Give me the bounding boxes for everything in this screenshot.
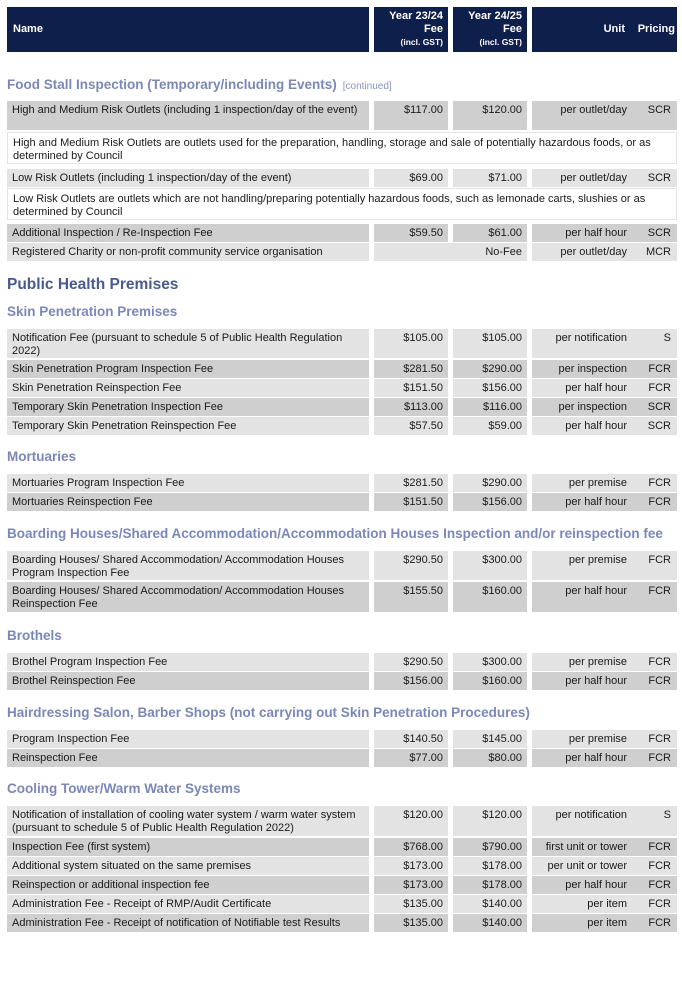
row-fee-2425: $140.00 bbox=[453, 895, 527, 913]
header-name-label: Name bbox=[13, 23, 43, 35]
row-name: Brothel Program Inspection Fee bbox=[7, 653, 369, 671]
header-gst-label: (incl. GST) bbox=[479, 37, 522, 47]
row-fee-2324: $77.00 bbox=[374, 749, 448, 767]
row-pricing: FCR bbox=[648, 752, 671, 764]
row-unit-cell bbox=[532, 857, 677, 875]
row-unit: per item bbox=[587, 898, 627, 910]
row-unit-cell bbox=[532, 360, 677, 378]
row-fee-2425: $160.00 bbox=[453, 672, 527, 690]
row-name: Boarding Houses/ Shared Accommodation/ Accommodation Houses Program Inspection Fee bbox=[7, 551, 369, 580]
row-pricing: FCR bbox=[648, 496, 671, 508]
row-unit-cell bbox=[532, 551, 677, 580]
row-pricing: FCR bbox=[648, 860, 671, 872]
table-row bbox=[7, 749, 677, 767]
row-fee-2425: $160.00 bbox=[453, 582, 527, 612]
row-fee-2324: $113.00 bbox=[374, 398, 448, 416]
row-unit: per premise bbox=[568, 477, 627, 489]
row-fee-2324: $57.50 bbox=[374, 417, 448, 435]
table-row bbox=[7, 551, 677, 580]
row-unit-cell bbox=[532, 914, 677, 932]
row-name: High and Medium Risk Outlets (including 1 inspection/day of the event) bbox=[7, 101, 369, 130]
row-unit: per notification bbox=[555, 809, 627, 821]
row-fee-2324: $281.50 bbox=[374, 474, 448, 492]
row-fee-2324: $151.50 bbox=[374, 379, 448, 397]
row-name: Skin Penetration Program Inspection Fee bbox=[7, 360, 369, 378]
table-row bbox=[7, 169, 677, 187]
row-fee-2425: $140.00 bbox=[453, 914, 527, 932]
row-name: Temporary Skin Penetration Inspection Fee bbox=[7, 398, 369, 416]
row-unit: per outlet/day bbox=[560, 246, 627, 258]
row-unit-cell bbox=[532, 653, 677, 671]
row-unit-cell bbox=[532, 672, 677, 690]
table-row bbox=[7, 360, 677, 378]
row-unit-cell bbox=[532, 417, 677, 435]
row-unit-cell bbox=[532, 749, 677, 767]
row-unit: per item bbox=[587, 917, 627, 929]
header-fee-label: Fee bbox=[503, 23, 522, 35]
row-fee-2425: $156.00 bbox=[453, 379, 527, 397]
row-unit-cell bbox=[532, 243, 677, 261]
row-fee-2425: $105.00 bbox=[453, 329, 527, 358]
row-fee-2425: $790.00 bbox=[453, 838, 527, 856]
table-row bbox=[7, 914, 677, 932]
section-skin-penetration-title: Skin Penetration Premises bbox=[7, 304, 178, 319]
row-name: Additional system situated on the same premises bbox=[7, 857, 369, 875]
row-name: Additional Inspection / Re-Inspection Fee bbox=[7, 224, 369, 242]
row-unit-cell bbox=[532, 582, 677, 612]
row-name: Low Risk Outlets (including 1 inspection/day of the event) bbox=[7, 169, 369, 187]
table-row bbox=[7, 895, 677, 913]
section-public-health-title: Public Health Premises bbox=[7, 276, 179, 293]
row-pricing: FCR bbox=[648, 675, 671, 687]
row-pricing: FCR bbox=[648, 656, 671, 668]
table-row bbox=[7, 243, 677, 261]
section-food-stall-title bbox=[7, 77, 392, 92]
row-pricing: MCR bbox=[645, 246, 671, 258]
row-fee-2425: $145.00 bbox=[453, 730, 527, 748]
table-row bbox=[7, 417, 677, 435]
row-unit-cell bbox=[532, 730, 677, 748]
header-unit-label: Unit bbox=[603, 23, 625, 35]
table-row bbox=[7, 838, 677, 856]
row-fee-2324: $156.00 bbox=[374, 672, 448, 690]
row-fee-2425: $290.00 bbox=[453, 474, 527, 492]
row-fee-2425: $71.00 bbox=[453, 169, 527, 187]
table-row bbox=[7, 672, 677, 690]
section-hairdressing-title: Hairdressing Salon, Barber Shops (not carrying out Skin Penetration Procedures) bbox=[7, 705, 530, 720]
row-unit: per half hour bbox=[565, 879, 627, 891]
row-fee-2324: $173.00 bbox=[374, 876, 448, 894]
row-unit-cell bbox=[532, 838, 677, 856]
row-fee-2324: $140.50 bbox=[374, 730, 448, 748]
row-pricing: SCR bbox=[647, 420, 671, 432]
row-name: Skin Penetration Reinspection Fee bbox=[7, 379, 369, 397]
table-row bbox=[7, 101, 677, 130]
row-fee-2324: $290.50 bbox=[374, 653, 448, 671]
row-fee-2425: $59.00 bbox=[453, 417, 527, 435]
row-fee-2425: $61.00 bbox=[453, 224, 527, 242]
header-unit-pricing bbox=[532, 7, 677, 52]
row-fee-2324: $151.50 bbox=[374, 493, 448, 511]
table-row bbox=[7, 493, 677, 511]
row-name: Brothel Reinspection Fee bbox=[7, 672, 369, 690]
row-fee-2425: $156.00 bbox=[453, 493, 527, 511]
row-pricing: FCR bbox=[648, 879, 671, 891]
row-unit-cell bbox=[532, 876, 677, 894]
row-fee-2425: $290.00 bbox=[453, 360, 527, 378]
row-unit: per premise bbox=[568, 656, 627, 668]
table-row bbox=[7, 806, 677, 836]
row-pricing: FCR bbox=[648, 917, 671, 929]
row-fee-2425: $116.00 bbox=[453, 398, 527, 416]
row-unit: per half hour bbox=[565, 675, 627, 687]
row-pricing: SCR bbox=[647, 172, 671, 184]
header-name bbox=[7, 7, 369, 52]
row-pricing: FCR bbox=[648, 898, 671, 910]
header-fee-label: Fee bbox=[424, 23, 443, 35]
table-row bbox=[7, 379, 677, 397]
row-fee-2324: $117.00 bbox=[374, 101, 448, 130]
row-pricing: S bbox=[663, 332, 671, 344]
header-year1-label: Year 23/24 bbox=[389, 10, 443, 22]
row-fee-2425: $120.00 bbox=[453, 806, 527, 836]
row-pricing: SCR bbox=[647, 104, 671, 116]
row-unit: first unit or tower bbox=[545, 841, 627, 853]
row-fee-2324: $120.00 bbox=[374, 806, 448, 836]
continued-label: [continued] bbox=[342, 81, 392, 92]
table-row bbox=[7, 653, 677, 671]
row-fee-merged: No-Fee bbox=[374, 243, 527, 261]
section-boarding-title: Boarding Houses/Shared Accommodation/Accommodation Houses Inspection and/or reinspection fee bbox=[7, 526, 663, 541]
table-row bbox=[7, 474, 677, 492]
section-brothels-title: Brothels bbox=[7, 628, 62, 643]
row-unit-cell bbox=[532, 474, 677, 492]
row-fee-2324: $155.50 bbox=[374, 582, 448, 612]
row-fee-2425: $80.00 bbox=[453, 749, 527, 767]
row-name: Mortuaries Program Inspection Fee bbox=[7, 474, 369, 492]
row-pricing: FCR bbox=[648, 363, 671, 375]
row-pricing: FCR bbox=[648, 841, 671, 853]
header-year-2425 bbox=[453, 7, 527, 52]
row-pricing: FCR bbox=[648, 477, 671, 489]
row-fee-2324: $135.00 bbox=[374, 914, 448, 932]
row-unit-cell bbox=[532, 379, 677, 397]
row-name: Notification Fee (pursuant to schedule 5 of Public Health Regulation 2022) bbox=[7, 329, 369, 358]
row-unit: per half hour bbox=[565, 752, 627, 764]
table-row bbox=[7, 224, 677, 242]
table-row bbox=[7, 857, 677, 875]
row-name: Registered Charity or non-profit community service organisation bbox=[7, 243, 369, 261]
row-fee-2425: $300.00 bbox=[453, 653, 527, 671]
row-unit-cell bbox=[532, 398, 677, 416]
header-year-2324 bbox=[374, 7, 448, 52]
row-fee-2425: $178.00 bbox=[453, 857, 527, 875]
row-name: Administration Fee - Receipt of notification of Notifiable test Results bbox=[7, 914, 369, 932]
table-row bbox=[7, 876, 677, 894]
header-gst-label: (incl. GST) bbox=[400, 37, 443, 47]
row-fee-2324: $69.00 bbox=[374, 169, 448, 187]
row-unit: per unit or tower bbox=[547, 860, 627, 872]
row-pricing: FCR bbox=[648, 382, 671, 394]
row-unit: per half hour bbox=[565, 585, 627, 597]
row-name: Mortuaries Reinspection Fee bbox=[7, 493, 369, 511]
row-name: Inspection Fee (first system) bbox=[7, 838, 369, 856]
row-pricing: S bbox=[663, 809, 671, 821]
row-unit: per half hour bbox=[565, 496, 627, 508]
row-name: Boarding Houses/ Shared Accommodation/ Accommodation Houses Reinspection Fee bbox=[7, 582, 369, 612]
section-cooling-tower-title: Cooling Tower/Warm Water Systems bbox=[7, 781, 241, 796]
row-unit: per inspection bbox=[558, 363, 627, 375]
section-mortuaries-title: Mortuaries bbox=[7, 449, 77, 464]
row-fee-2324: $290.50 bbox=[374, 551, 448, 580]
row-name: Temporary Skin Penetration Reinspection Fee bbox=[7, 417, 369, 435]
row-name: Administration Fee - Receipt of RMP/Audit Certificate bbox=[7, 895, 369, 913]
row-fee-2425: $120.00 bbox=[453, 101, 527, 130]
table-row bbox=[7, 398, 677, 416]
row-pricing: SCR bbox=[647, 401, 671, 413]
row-unit: per outlet/day bbox=[560, 172, 627, 184]
row-fee-2324: $281.50 bbox=[374, 360, 448, 378]
row-fee-2324: $59.50 bbox=[374, 224, 448, 242]
row-name: Reinspection Fee bbox=[7, 749, 369, 767]
row-unit: per inspection bbox=[558, 401, 627, 413]
table-row bbox=[7, 730, 677, 748]
row-unit: per notification bbox=[555, 332, 627, 344]
row-unit-cell bbox=[532, 329, 677, 358]
row-unit-cell bbox=[532, 224, 677, 242]
row-unit: per half hour bbox=[565, 382, 627, 394]
row-unit: per outlet/day bbox=[560, 104, 627, 116]
row-unit: per premise bbox=[568, 733, 627, 745]
row-fee-2324: $173.00 bbox=[374, 857, 448, 875]
row-unit-cell bbox=[532, 806, 677, 836]
row-fee-2425: $178.00 bbox=[453, 876, 527, 894]
row-name: Program Inspection Fee bbox=[7, 730, 369, 748]
row-fee-2425: $300.00 bbox=[453, 551, 527, 580]
food-stall-title-text: Food Stall Inspection (Temporary/including Events) bbox=[7, 77, 337, 92]
table-row bbox=[7, 582, 677, 612]
row-name: Reinspection or additional inspection fee bbox=[7, 876, 369, 894]
row-fee-2324: $135.00 bbox=[374, 895, 448, 913]
row-pricing: SCR bbox=[647, 227, 671, 239]
table-row bbox=[7, 329, 677, 358]
note-low-risk: Low Risk Outlets are outlets which are not handling/preparing potentially hazardous foods, such as lemonade carts, slushies or as determined by Council bbox=[7, 188, 677, 220]
row-unit: per half hour bbox=[565, 420, 627, 432]
row-name: Notification of installation of cooling water system / warm water system (pursuant to schedule 5 of Public Health Regulation 2022) bbox=[7, 806, 369, 836]
row-fee-2324: $768.00 bbox=[374, 838, 448, 856]
row-unit-cell bbox=[532, 169, 677, 187]
header-pricing-label: Pricing bbox=[637, 23, 675, 35]
row-pricing: FCR bbox=[648, 733, 671, 745]
row-pricing: FCR bbox=[648, 585, 671, 597]
row-unit-cell bbox=[532, 493, 677, 511]
row-unit-cell bbox=[532, 895, 677, 913]
row-unit: per half hour bbox=[565, 227, 627, 239]
row-unit-cell bbox=[532, 101, 677, 130]
row-fee-2324: $105.00 bbox=[374, 329, 448, 358]
header-year2-label: Year 24/25 bbox=[468, 10, 522, 22]
note-high-risk: High and Medium Risk Outlets are outlets used for the preparation, handling, storage and sale of potentially hazardous foods, or as determined by Council bbox=[7, 132, 677, 164]
row-unit: per premise bbox=[568, 554, 627, 566]
row-pricing: FCR bbox=[648, 554, 671, 566]
